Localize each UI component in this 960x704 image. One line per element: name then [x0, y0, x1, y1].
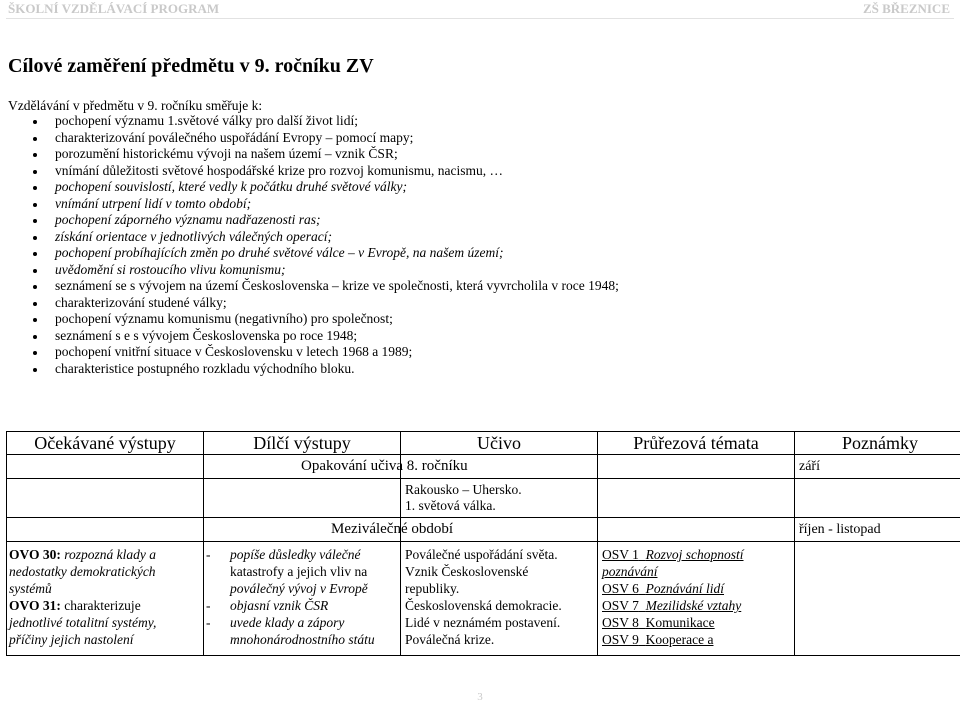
list-item: pochopení vnitřní situace v Československu v letech 1968 a 1989; — [0, 344, 619, 361]
school-name: ZŠ BŘEZNICE — [862, 1, 950, 16]
curriculum-line: republiky. — [405, 581, 460, 596]
list-item: pochopení souvislostí, které vedly k počátku druhé světové války; — [0, 179, 619, 196]
list-item: charakterizování studené války; — [0, 295, 619, 312]
list-item: charakteristice postupného rozkladu východního bloku. — [0, 361, 619, 378]
month-note: říjen - listopad — [799, 521, 881, 537]
col-partial-outcomes: Dílčí výstupy — [204, 432, 401, 455]
ovo31-label: OVO 31: — [9, 598, 61, 613]
header-divider — [6, 18, 954, 19]
list-item: vnímání utrpení lidí v tomto období; — [0, 196, 619, 213]
osv-code: OSV 7 — [602, 598, 639, 613]
school-program-label: ŠKOLNÍ VZDĚLÁVACÍ PROGRAM — [8, 1, 220, 16]
curriculum-line: 1. světová válka. — [405, 498, 496, 513]
list-item: porozumění historickému vývoji na našem území – vznik ČSR; — [0, 146, 619, 163]
list-item: seznámení se s vývojem na území Československa – krize ve společnosti, která vyvrcholila v roce 1948; — [0, 278, 619, 295]
intro-text: Vzdělávání v předmětu v 9. ročníku směřuje k: — [8, 98, 263, 113]
col-curriculum: Učivo — [401, 432, 598, 455]
table-row — [7, 479, 960, 518]
table-row: OVO 30: rozpozná klady a nedostatky demokratických systémů OVO 31: charakterizuje jednotlivé totalitní systémy, příčiny jejich nastolení - popíše důsledky válečné katastrofy a jejich vliv na poválečný vývoj v Evropě - objasní vznik ČSR - uvede klady a zápory mnohonárodnostního státu Poválečné uspořádání světa. Vznik Československé republiky. Československá demokracie. Lidé v neznámém postavení. Poválečná krize. OSV 1 Rozvoj schopností poznávání OSV 6 Poznávání lidí OSV 7 Mezilidské vztahy OSV 8 Komunikace OSV 9 Kooperace a — [7, 542, 960, 656]
curriculum-line: Vznik Československé — [405, 564, 529, 579]
interwar-label: Meziválečné období — [331, 521, 454, 537]
list-item: vnímání důležitosti světové hospodářské krize pro rozvoj komunismu, nacismu, … — [0, 163, 619, 180]
review-label: Opakování učiva 8. ročníku — [301, 458, 468, 474]
table-header-row — [7, 432, 960, 455]
osv-code: OSV 8 — [602, 615, 639, 630]
table-row — [7, 455, 960, 479]
list-item: seznámení s e s vývojem Československa po roce 1948; — [0, 328, 619, 345]
osv-code: OSV 6 — [602, 581, 639, 596]
curriculum-line: Rakousko – Uhersko. — [405, 482, 522, 497]
osv-code: OSV 1 — [602, 547, 639, 562]
list-item: pochopení významu komunismu (negativního) pro společnost; — [0, 311, 619, 328]
month-note: září — [799, 459, 820, 474]
curriculum-line: Lidé v neznámém postavení. — [405, 615, 561, 630]
list-item: pochopení záporného významu nadřazenosti ras; — [0, 212, 619, 229]
table-row — [7, 518, 960, 542]
osv-code: OSV 9 — [602, 632, 639, 647]
page-number: 3 — [477, 691, 483, 703]
col-expected-outcomes: Očekávané výstupy — [7, 432, 204, 455]
col-notes: Poznámky — [795, 432, 960, 455]
curriculum-line: Poválečná krize. — [405, 632, 495, 647]
page-title: Cílové zaměření předmětu v 9. ročníku ZV — [8, 55, 374, 77]
ovo30-label: OVO 30: — [9, 547, 61, 562]
page-header — [0, 0, 960, 17]
curriculum-line: Poválečné uspořádání světa. — [405, 547, 558, 562]
goals-list — [0, 113, 619, 377]
curriculum-line: Československá demokracie. — [405, 598, 562, 613]
list-item: pochopení významu 1.světové války pro další život lidí; — [0, 113, 619, 130]
curriculum-table — [6, 431, 960, 656]
col-cross-topics: Průřezová témata — [598, 432, 795, 455]
list-item: získání orientace v jednotlivých válečných operací; — [0, 229, 619, 246]
list-item: uvědomění si rostoucího vlivu komunismu; — [0, 262, 619, 279]
list-item: charakterizování poválečného uspořádání Evropy – pomocí mapy; — [0, 130, 619, 147]
list-item: pochopení probíhajících změn po druhé světové válce – v Evropě, na našem území; — [0, 245, 619, 262]
